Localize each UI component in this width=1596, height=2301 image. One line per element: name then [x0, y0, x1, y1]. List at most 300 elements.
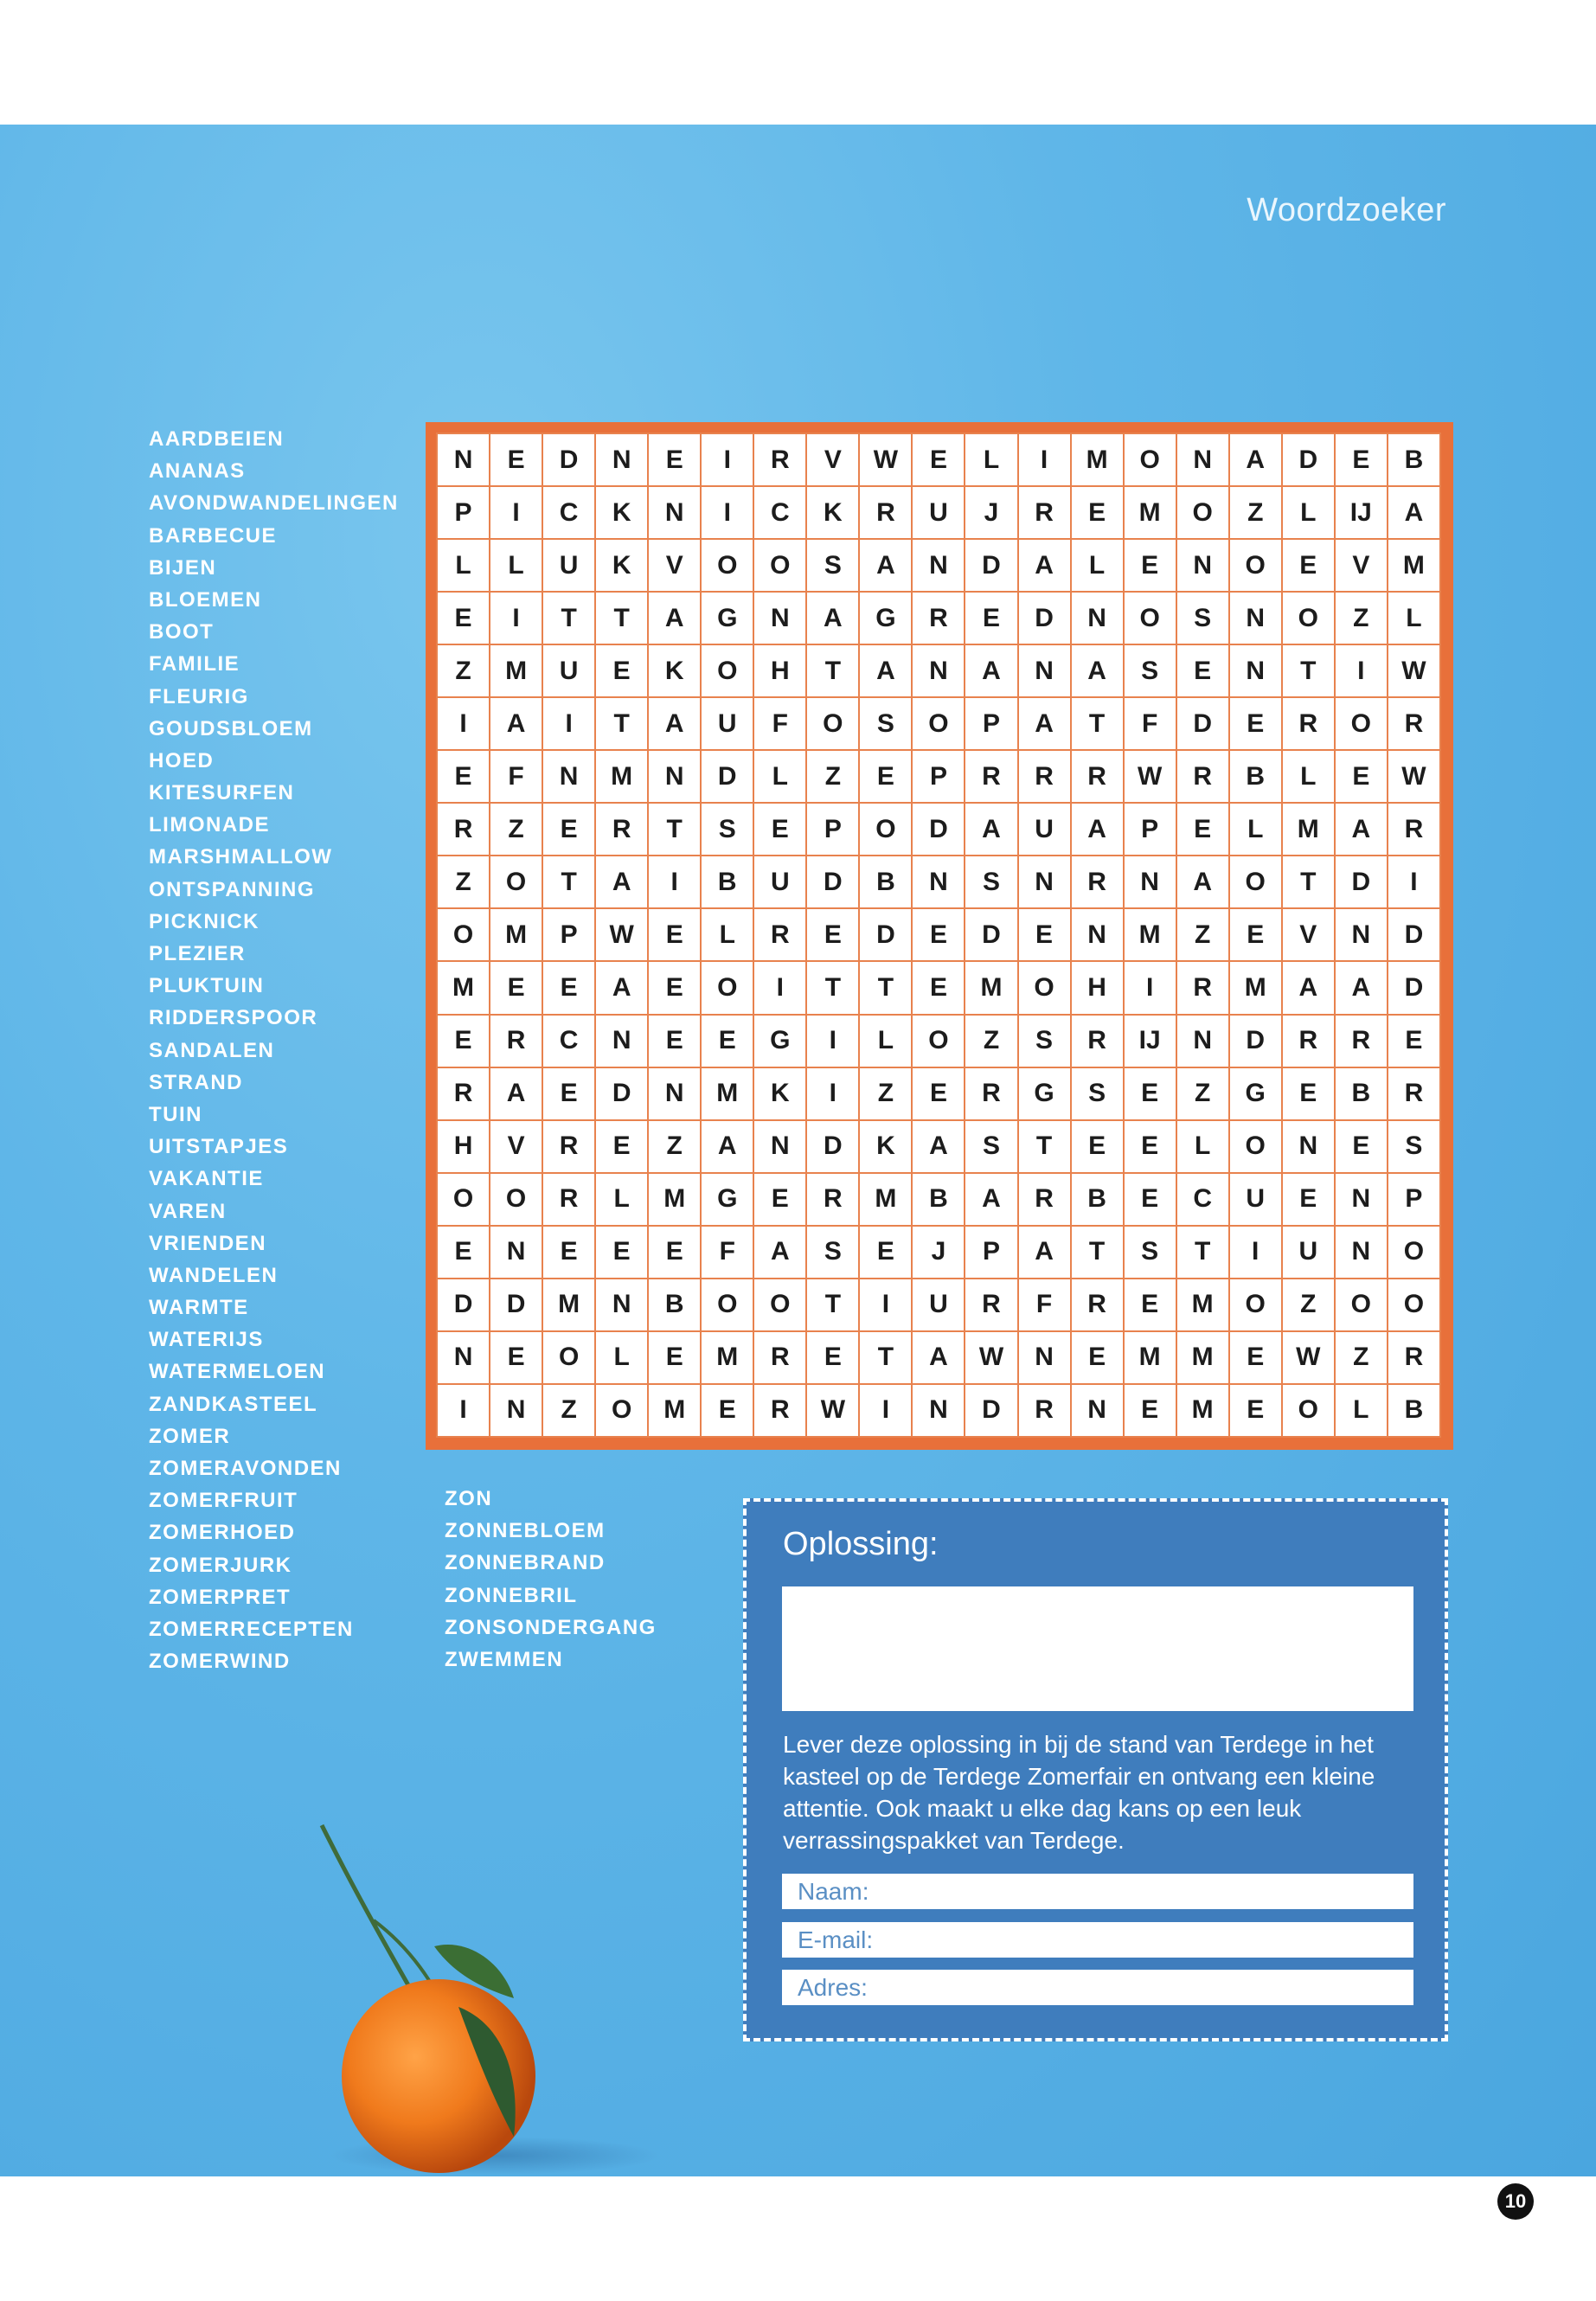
grid-cell[interactable]: R [753, 433, 806, 486]
grid-cell[interactable]: M [648, 1173, 701, 1226]
grid-cell[interactable]: E [1071, 486, 1124, 539]
grid-cell[interactable]: K [648, 644, 701, 697]
grid-cell[interactable]: N [1071, 1384, 1124, 1437]
grid-cell[interactable]: D [595, 1067, 648, 1120]
grid-cell[interactable]: T [542, 856, 595, 908]
grid-cell[interactable]: E [1018, 908, 1071, 961]
grid-cell[interactable]: Z [1229, 486, 1282, 539]
grid-cell[interactable]: R [1388, 1331, 1440, 1384]
grid-cell[interactable]: F [701, 1226, 753, 1279]
grid-cell[interactable]: A [912, 1120, 965, 1173]
grid-cell[interactable]: S [806, 539, 859, 592]
grid-cell[interactable]: N [1176, 539, 1229, 592]
grid-cell[interactable]: T [595, 697, 648, 750]
grid-cell[interactable]: E [1335, 433, 1388, 486]
grid-cell[interactable]: E [965, 592, 1017, 644]
grid-cell[interactable]: M [1071, 433, 1124, 486]
grid-cell[interactable]: L [753, 750, 806, 803]
grid-cell[interactable]: E [542, 1067, 595, 1120]
grid-cell[interactable]: N [912, 856, 965, 908]
grid-cell[interactable]: N [595, 433, 648, 486]
grid-cell[interactable]: A [965, 644, 1017, 697]
grid-cell[interactable]: Z [1335, 592, 1388, 644]
grid-cell[interactable]: O [701, 1279, 753, 1331]
grid-cell[interactable]: F [490, 750, 542, 803]
grid-cell[interactable]: M [1176, 1384, 1229, 1437]
grid-cell[interactable]: R [1388, 803, 1440, 856]
grid-cell[interactable]: D [1388, 961, 1440, 1014]
grid-cell[interactable]: D [859, 908, 912, 961]
grid-cell[interactable]: M [1388, 539, 1440, 592]
grid-cell[interactable]: R [753, 908, 806, 961]
grid-cell[interactable]: E [648, 961, 701, 1014]
grid-cell[interactable]: B [1388, 1384, 1440, 1437]
grid-cell[interactable]: S [1388, 1120, 1440, 1173]
grid-cell[interactable]: D [1388, 908, 1440, 961]
grid-cell[interactable]: M [490, 908, 542, 961]
grid-cell[interactable]: K [595, 486, 648, 539]
grid-cell[interactable]: L [490, 539, 542, 592]
grid-cell[interactable]: B [701, 856, 753, 908]
grid-cell[interactable]: T [1071, 1226, 1124, 1279]
grid-cell[interactable]: U [912, 486, 965, 539]
grid-cell[interactable]: E [859, 1226, 912, 1279]
grid-cell[interactable]: A [490, 697, 542, 750]
grid-cell[interactable]: E [1282, 539, 1335, 592]
grid-cell[interactable]: O [490, 1173, 542, 1226]
grid-cell[interactable]: N [1018, 644, 1071, 697]
grid-cell[interactable]: I [1229, 1226, 1282, 1279]
grid-cell[interactable]: G [753, 1015, 806, 1067]
grid-cell[interactable]: E [648, 1331, 701, 1384]
grid-cell[interactable]: Z [648, 1120, 701, 1173]
grid-cell[interactable]: T [1018, 1120, 1071, 1173]
grid-cell[interactable]: O [1018, 961, 1071, 1014]
grid-cell[interactable]: I [542, 697, 595, 750]
grid-cell[interactable]: R [1282, 697, 1335, 750]
grid-cell[interactable]: Z [806, 750, 859, 803]
grid-cell[interactable]: L [965, 433, 1017, 486]
grid-cell[interactable]: N [1229, 644, 1282, 697]
name-field[interactable]: Naam: [782, 1874, 1413, 1909]
grid-cell[interactable]: P [542, 908, 595, 961]
grid-cell[interactable]: E [648, 908, 701, 961]
grid-cell[interactable]: E [1124, 1173, 1176, 1226]
grid-cell[interactable]: O [1388, 1226, 1440, 1279]
grid-cell[interactable]: T [1071, 697, 1124, 750]
grid-cell[interactable]: E [490, 961, 542, 1014]
grid-cell[interactable]: L [859, 1015, 912, 1067]
grid-cell[interactable]: E [1071, 1331, 1124, 1384]
grid-cell[interactable]: O [542, 1331, 595, 1384]
grid-cell[interactable]: R [1018, 1173, 1071, 1226]
grid-cell[interactable]: P [1124, 803, 1176, 856]
grid-cell[interactable]: Z [1176, 1067, 1229, 1120]
grid-cell[interactable]: Z [859, 1067, 912, 1120]
grid-cell[interactable]: O [1229, 856, 1282, 908]
email-field[interactable]: E-mail: [782, 1922, 1413, 1958]
grid-cell[interactable]: L [595, 1173, 648, 1226]
grid-cell[interactable]: I [1388, 856, 1440, 908]
grid-cell[interactable]: K [806, 486, 859, 539]
grid-cell[interactable]: E [912, 961, 965, 1014]
grid-cell[interactable]: E [701, 1384, 753, 1437]
grid-cell[interactable]: R [1282, 1015, 1335, 1067]
grid-cell[interactable]: N [1071, 908, 1124, 961]
grid-cell[interactable]: D [701, 750, 753, 803]
grid-cell[interactable]: D [912, 803, 965, 856]
grid-cell[interactable]: G [1018, 1067, 1071, 1120]
grid-cell[interactable]: R [806, 1173, 859, 1226]
grid-cell[interactable]: L [1335, 1384, 1388, 1437]
grid-cell[interactable]: M [1124, 1331, 1176, 1384]
grid-cell[interactable]: W [859, 433, 912, 486]
grid-cell[interactable]: G [1229, 1067, 1282, 1120]
grid-cell[interactable]: I [437, 1384, 490, 1437]
grid-cell[interactable]: E [648, 433, 701, 486]
grid-cell[interactable]: E [912, 908, 965, 961]
grid-cell[interactable]: N [648, 750, 701, 803]
grid-cell[interactable]: A [753, 1226, 806, 1279]
grid-cell[interactable]: U [912, 1279, 965, 1331]
grid-cell[interactable]: A [701, 1120, 753, 1173]
grid-cell[interactable]: E [542, 961, 595, 1014]
grid-cell[interactable]: R [965, 1279, 1017, 1331]
grid-cell[interactable]: E [1124, 1120, 1176, 1173]
grid-cell[interactable]: I [806, 1067, 859, 1120]
grid-cell[interactable]: S [701, 803, 753, 856]
grid-cell[interactable]: D [965, 1384, 1017, 1437]
grid-cell[interactable]: P [912, 750, 965, 803]
grid-cell[interactable]: T [806, 961, 859, 1014]
grid-cell[interactable]: A [1176, 856, 1229, 908]
grid-cell[interactable]: G [701, 592, 753, 644]
grid-cell[interactable]: E [1335, 1120, 1388, 1173]
grid-cell[interactable]: A [1388, 486, 1440, 539]
grid-cell[interactable]: L [1388, 592, 1440, 644]
grid-cell[interactable]: N [1124, 856, 1176, 908]
grid-cell[interactable]: T [806, 644, 859, 697]
grid-cell[interactable]: B [1229, 750, 1282, 803]
grid-cell[interactable]: B [1335, 1067, 1388, 1120]
grid-cell[interactable]: O [753, 1279, 806, 1331]
grid-cell[interactable]: E [1229, 908, 1282, 961]
grid-cell[interactable]: E [1282, 1067, 1335, 1120]
grid-cell[interactable]: S [1176, 592, 1229, 644]
grid-cell[interactable]: S [806, 1226, 859, 1279]
grid-cell[interactable]: K [859, 1120, 912, 1173]
grid-cell[interactable]: N [912, 644, 965, 697]
grid-cell[interactable]: B [648, 1279, 701, 1331]
grid-cell[interactable]: R [965, 750, 1017, 803]
grid-cell[interactable]: M [1124, 486, 1176, 539]
grid-cell[interactable]: M [1176, 1331, 1229, 1384]
grid-cell[interactable]: W [965, 1331, 1017, 1384]
grid-cell[interactable]: C [753, 486, 806, 539]
grid-cell[interactable]: E [1335, 750, 1388, 803]
grid-cell[interactable]: I [806, 1015, 859, 1067]
grid-cell[interactable]: N [1071, 592, 1124, 644]
grid-cell[interactable]: O [701, 539, 753, 592]
grid-cell[interactable]: A [490, 1067, 542, 1120]
grid-cell[interactable]: R [1018, 1384, 1071, 1437]
grid-cell[interactable]: A [1018, 539, 1071, 592]
grid-cell[interactable]: R [542, 1173, 595, 1226]
grid-cell[interactable]: V [806, 433, 859, 486]
grid-cell[interactable]: A [1282, 961, 1335, 1014]
grid-cell[interactable]: E [1071, 1120, 1124, 1173]
grid-cell[interactable]: P [1388, 1173, 1440, 1226]
grid-cell[interactable]: N [1229, 592, 1282, 644]
grid-cell[interactable]: R [437, 1067, 490, 1120]
grid-cell[interactable]: I [1018, 433, 1071, 486]
grid-cell[interactable]: O [1335, 697, 1388, 750]
grid-cell[interactable]: R [753, 1331, 806, 1384]
grid-cell[interactable]: M [648, 1384, 701, 1437]
grid-cell[interactable]: P [437, 486, 490, 539]
grid-cell[interactable]: A [965, 803, 1017, 856]
grid-cell[interactable]: Z [1282, 1279, 1335, 1331]
grid-cell[interactable]: W [1388, 750, 1440, 803]
grid-cell[interactable]: N [490, 1384, 542, 1437]
grid-cell[interactable]: R [1071, 750, 1124, 803]
grid-cell[interactable]: E [1124, 1279, 1176, 1331]
grid-cell[interactable]: L [1176, 1120, 1229, 1173]
solution-answer-input[interactable] [782, 1586, 1413, 1711]
grid-cell[interactable]: D [806, 856, 859, 908]
grid-cell[interactable]: A [1335, 961, 1388, 1014]
grid-cell[interactable]: IJ [1124, 1015, 1176, 1067]
grid-cell[interactable]: E [1229, 697, 1282, 750]
grid-cell[interactable]: A [1229, 433, 1282, 486]
grid-cell[interactable]: O [912, 697, 965, 750]
grid-cell[interactable]: R [753, 1384, 806, 1437]
grid-cell[interactable]: R [1176, 961, 1229, 1014]
grid-cell[interactable]: M [701, 1067, 753, 1120]
grid-cell[interactable]: A [595, 961, 648, 1014]
grid-cell[interactable]: O [1229, 539, 1282, 592]
grid-cell[interactable]: E [542, 1226, 595, 1279]
grid-cell[interactable]: F [1124, 697, 1176, 750]
grid-cell[interactable]: V [1335, 539, 1388, 592]
grid-cell[interactable]: R [1018, 486, 1071, 539]
grid-cell[interactable]: R [1388, 697, 1440, 750]
grid-cell[interactable]: A [1335, 803, 1388, 856]
grid-cell[interactable]: T [806, 1279, 859, 1331]
grid-cell[interactable]: N [1282, 1120, 1335, 1173]
grid-cell[interactable]: M [542, 1279, 595, 1331]
grid-cell[interactable]: H [1071, 961, 1124, 1014]
grid-cell[interactable]: U [701, 697, 753, 750]
grid-cell[interactable]: T [859, 1331, 912, 1384]
grid-cell[interactable]: O [1229, 1120, 1282, 1173]
grid-cell[interactable]: P [806, 803, 859, 856]
grid-cell[interactable]: N [490, 1226, 542, 1279]
grid-cell[interactable]: N [595, 1015, 648, 1067]
grid-cell[interactable]: D [542, 433, 595, 486]
grid-cell[interactable]: A [965, 1173, 1017, 1226]
grid-cell[interactable]: T [859, 961, 912, 1014]
grid-cell[interactable]: H [753, 644, 806, 697]
grid-cell[interactable]: O [701, 961, 753, 1014]
grid-cell[interactable]: F [753, 697, 806, 750]
grid-cell[interactable]: I [859, 1384, 912, 1437]
grid-cell[interactable]: L [701, 908, 753, 961]
grid-cell[interactable]: R [1071, 1015, 1124, 1067]
grid-cell[interactable]: E [1176, 644, 1229, 697]
grid-cell[interactable]: Z [542, 1384, 595, 1437]
grid-cell[interactable]: O [1388, 1279, 1440, 1331]
grid-cell[interactable]: N [1176, 433, 1229, 486]
grid-cell[interactable]: W [1282, 1331, 1335, 1384]
grid-cell[interactable]: E [490, 433, 542, 486]
grid-cell[interactable]: D [437, 1279, 490, 1331]
grid-cell[interactable]: O [753, 539, 806, 592]
grid-cell[interactable]: W [595, 908, 648, 961]
grid-cell[interactable]: O [1229, 1279, 1282, 1331]
grid-cell[interactable]: E [806, 1331, 859, 1384]
grid-cell[interactable]: N [753, 592, 806, 644]
grid-cell[interactable]: D [490, 1279, 542, 1331]
grid-cell[interactable]: E [1124, 539, 1176, 592]
grid-cell[interactable]: N [912, 539, 965, 592]
grid-cell[interactable]: N [1176, 1015, 1229, 1067]
grid-cell[interactable]: E [437, 750, 490, 803]
grid-cell[interactable]: T [595, 592, 648, 644]
grid-cell[interactable]: Z [965, 1015, 1017, 1067]
grid-cell[interactable]: C [542, 1015, 595, 1067]
grid-cell[interactable]: R [1018, 750, 1071, 803]
grid-cell[interactable]: V [490, 1120, 542, 1173]
grid-cell[interactable]: T [648, 803, 701, 856]
grid-cell[interactable]: U [1282, 1226, 1335, 1279]
grid-cell[interactable]: L [1282, 486, 1335, 539]
grid-cell[interactable]: A [806, 592, 859, 644]
grid-cell[interactable]: B [859, 856, 912, 908]
grid-cell[interactable]: M [701, 1331, 753, 1384]
grid-cell[interactable]: L [437, 539, 490, 592]
grid-cell[interactable]: Z [490, 803, 542, 856]
grid-cell[interactable]: E [648, 1226, 701, 1279]
grid-cell[interactable]: E [753, 803, 806, 856]
grid-cell[interactable]: O [1335, 1279, 1388, 1331]
grid-cell[interactable]: E [806, 908, 859, 961]
grid-cell[interactable]: A [648, 592, 701, 644]
grid-cell[interactable]: N [1335, 1173, 1388, 1226]
grid-cell[interactable]: A [1071, 644, 1124, 697]
grid-cell[interactable]: I [437, 697, 490, 750]
address-field[interactable]: Adres: [782, 1970, 1413, 2005]
grid-cell[interactable]: E [648, 1015, 701, 1067]
grid-cell[interactable]: W [806, 1384, 859, 1437]
grid-cell[interactable]: T [1282, 644, 1335, 697]
grid-cell[interactable]: R [1071, 856, 1124, 908]
grid-cell[interactable]: J [912, 1226, 965, 1279]
grid-cell[interactable]: L [1282, 750, 1335, 803]
grid-cell[interactable]: O [1124, 433, 1176, 486]
grid-cell[interactable]: M [1176, 1279, 1229, 1331]
grid-cell[interactable]: T [542, 592, 595, 644]
grid-cell[interactable]: E [437, 1226, 490, 1279]
grid-cell[interactable]: O [1282, 1384, 1335, 1437]
grid-cell[interactable]: Z [1176, 908, 1229, 961]
grid-cell[interactable]: D [1282, 433, 1335, 486]
grid-cell[interactable]: E [437, 1015, 490, 1067]
grid-cell[interactable]: A [1018, 1226, 1071, 1279]
grid-cell[interactable]: N [1018, 1331, 1071, 1384]
grid-cell[interactable]: B [912, 1173, 965, 1226]
grid-cell[interactable]: O [806, 697, 859, 750]
grid-cell[interactable]: S [1071, 1067, 1124, 1120]
grid-cell[interactable]: E [1282, 1173, 1335, 1226]
grid-cell[interactable]: A [648, 697, 701, 750]
grid-cell[interactable]: I [490, 486, 542, 539]
grid-cell[interactable]: I [701, 433, 753, 486]
grid-cell[interactable]: O [1124, 592, 1176, 644]
grid-cell[interactable]: C [542, 486, 595, 539]
grid-cell[interactable]: I [490, 592, 542, 644]
grid-cell[interactable]: N [542, 750, 595, 803]
grid-cell[interactable]: I [859, 1279, 912, 1331]
grid-cell[interactable]: U [1229, 1173, 1282, 1226]
grid-cell[interactable]: W [1124, 750, 1176, 803]
grid-cell[interactable]: R [859, 486, 912, 539]
grid-cell[interactable]: N [648, 1067, 701, 1120]
grid-cell[interactable]: T [1176, 1226, 1229, 1279]
grid-cell[interactable]: Z [437, 644, 490, 697]
grid-cell[interactable]: U [542, 644, 595, 697]
grid-cell[interactable]: M [859, 1173, 912, 1226]
grid-cell[interactable]: E [1124, 1067, 1176, 1120]
grid-cell[interactable]: A [1018, 697, 1071, 750]
grid-cell[interactable]: D [1335, 856, 1388, 908]
grid-cell[interactable]: G [701, 1173, 753, 1226]
grid-cell[interactable]: E [753, 1173, 806, 1226]
grid-cell[interactable]: H [437, 1120, 490, 1173]
grid-cell[interactable]: E [1388, 1015, 1440, 1067]
grid-cell[interactable]: M [1229, 961, 1282, 1014]
grid-cell[interactable]: O [1282, 592, 1335, 644]
grid-cell[interactable]: B [1388, 433, 1440, 486]
grid-cell[interactable]: E [1229, 1384, 1282, 1437]
grid-cell[interactable]: D [965, 908, 1017, 961]
grid-cell[interactable]: S [859, 697, 912, 750]
grid-cell[interactable]: M [1124, 908, 1176, 961]
grid-cell[interactable]: O [437, 1173, 490, 1226]
grid-cell[interactable]: M [490, 644, 542, 697]
grid-cell[interactable]: N [753, 1120, 806, 1173]
grid-cell[interactable]: S [965, 856, 1017, 908]
grid-cell[interactable]: A [859, 644, 912, 697]
grid-cell[interactable]: U [753, 856, 806, 908]
grid-cell[interactable]: N [595, 1279, 648, 1331]
grid-cell[interactable]: G [859, 592, 912, 644]
grid-cell[interactable]: L [1071, 539, 1124, 592]
grid-cell[interactable]: P [965, 697, 1017, 750]
grid-cell[interactable]: E [701, 1015, 753, 1067]
grid-cell[interactable]: O [437, 908, 490, 961]
grid-cell[interactable]: N [648, 486, 701, 539]
grid-cell[interactable]: N [1335, 1226, 1388, 1279]
grid-cell[interactable]: R [1071, 1279, 1124, 1331]
grid-cell[interactable]: I [648, 856, 701, 908]
grid-cell[interactable]: R [595, 803, 648, 856]
grid-cell[interactable]: D [965, 539, 1017, 592]
grid-cell[interactable]: D [1176, 697, 1229, 750]
grid-cell[interactable]: S [1018, 1015, 1071, 1067]
grid-cell[interactable]: A [595, 856, 648, 908]
grid-cell[interactable]: N [437, 433, 490, 486]
